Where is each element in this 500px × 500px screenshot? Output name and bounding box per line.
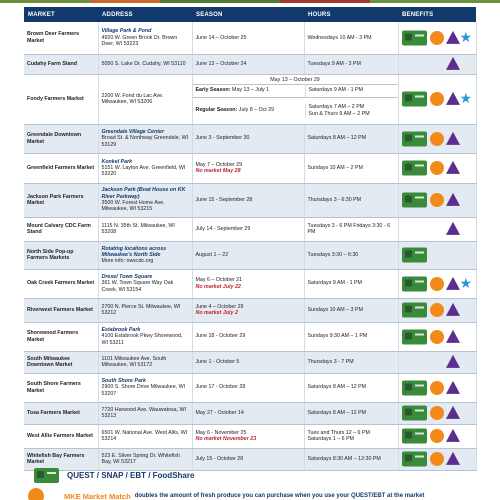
market-season: June 17 - October 28 <box>192 373 304 402</box>
market-address: 1115 N. 35th St. Milwaukee, WI 53208 <box>98 217 192 241</box>
market-address <box>98 322 192 351</box>
market-match-icon <box>430 132 444 146</box>
market-address <box>98 22 192 54</box>
market-name: Oak Creek Farmers Market <box>24 269 98 298</box>
table-row <box>24 74 476 124</box>
market-hours: Thursdays 3 - 7 PM <box>304 351 398 373</box>
benefits-cell <box>398 424 476 448</box>
market-season: July 15 - October 28 <box>192 448 304 470</box>
market-hours: Sundays 10 AM – 3 PM <box>304 298 398 322</box>
market-season: May 27 - October 14 <box>192 402 304 424</box>
table-row <box>24 424 476 448</box>
quest-card-icon <box>402 429 427 444</box>
address-location: Konkel Park <box>101 158 133 165</box>
market-hours: Tuesdays 9 AM - 3 PM <box>304 54 398 74</box>
table-row <box>24 54 476 74</box>
purple-triangle-icon <box>446 303 460 316</box>
season-note: No market May 28 <box>195 168 241 174</box>
season-note: No market July 22 <box>195 283 241 290</box>
address-street: 3500 W. Forest Home Ave. Milwaukee, WI 53215 <box>101 200 165 213</box>
purple-triangle-icon <box>446 452 460 465</box>
purple-triangle-icon <box>446 92 460 105</box>
quest-card-icon <box>402 92 427 107</box>
market-match-icon <box>430 161 444 175</box>
address-street: 361 W. Town Square Way Oak Creek, WI 53154 <box>101 280 174 293</box>
early-season-dates: May 13 – July 1 <box>232 87 270 94</box>
legend-quest-label: QUEST / SNAP / EBT / FoodShare <box>67 470 195 480</box>
table-row <box>24 153 476 183</box>
legend-market-match <box>24 488 476 500</box>
market-match-icon <box>430 193 444 207</box>
market-match-icon <box>430 277 444 291</box>
market-match-icon <box>28 488 44 500</box>
season-note: No market November 23 <box>195 436 257 442</box>
market-hours: Saturdays 8:30 AM – 12:30 PM <box>304 448 398 470</box>
table-row <box>24 217 476 241</box>
address-street: 4920 W. Green Brook Dr. Brown Deer, WI 53223 <box>101 34 178 47</box>
market-season: May 13 – October 29 <box>193 75 398 85</box>
col-header-season: SEASON <box>192 7 304 22</box>
market-address: 5050 S. Lake Dr. Cudahy, WI 53110 <box>98 54 192 74</box>
col-header-benefits: BENEFITS <box>398 7 476 22</box>
top-photo-strip <box>0 0 500 3</box>
market-hours: Saturdays 8 AM – 12 PM <box>304 124 398 153</box>
season-note: No market July 2 <box>195 310 238 316</box>
market-name: South Milwaukee Downtown Market <box>24 351 98 373</box>
market-season: July 14 - September 29 <box>192 217 304 241</box>
quest-card-icon <box>34 468 59 483</box>
regular-hours-1: Saturdays 7 AM – 2 PM <box>308 104 365 111</box>
benefits-cell <box>398 373 476 402</box>
col-header-hours: HOURS <box>304 7 398 22</box>
season-dates: May 6 - November 25 <box>195 429 247 436</box>
quest-card-icon <box>402 30 427 45</box>
market-hours: Saturdays 9 AM - 1 PM <box>304 269 398 298</box>
purple-triangle-icon <box>446 429 460 442</box>
benefits-cell <box>398 298 476 322</box>
benefits-cell <box>398 351 476 373</box>
table-row <box>24 402 476 424</box>
blue-star-icon: ★ <box>459 91 473 107</box>
market-address: 6501 W. National Ave. West Allis, WI 53214 <box>98 424 192 448</box>
regular-hours-2: Sun & Thurs 9 AM – 2 PM <box>308 110 370 117</box>
market-hours: Sundays 10 AM – 2 PM <box>304 153 398 183</box>
market-match-icon <box>430 452 444 466</box>
market-match-icon <box>430 92 444 106</box>
purple-triangle-icon <box>446 276 460 289</box>
market-address: 7720 Harwood Ave. Wauwatosa, WI 53213 <box>98 402 192 424</box>
market-match-icon <box>430 381 444 395</box>
fondy-season-hours <box>192 74 398 124</box>
quest-card-icon <box>402 406 427 421</box>
address-location: South Shore Park <box>101 378 146 385</box>
purple-triangle-icon <box>446 31 460 44</box>
address-location: Jackson Park (Boat House on KK River Parkway) <box>101 187 186 200</box>
quest-card-icon <box>402 329 427 344</box>
market-hours: Saturdays 8 AM – 12 PM <box>304 402 398 424</box>
market-season: June 13 – October 24 <box>192 54 304 74</box>
market-match-icon <box>430 429 444 443</box>
address-location: Village Park & Pond <box>101 28 152 35</box>
benefits-cell <box>398 54 476 74</box>
market-season <box>192 298 304 322</box>
market-name: Cudahy Farm Stand <box>24 54 98 74</box>
market-name: West Allis Farmers Market <box>24 424 98 448</box>
table-row <box>24 22 476 54</box>
address-location: Greendale Village Center <box>101 129 165 136</box>
market-hours: Tues and Thurs 12 – 6 PM Saturdays 1 – 6 PM <box>304 424 398 448</box>
quest-card-icon <box>402 193 427 208</box>
market-address <box>98 269 192 298</box>
table-row <box>24 241 476 269</box>
market-name: Jackson Park Farmers Market <box>24 183 98 217</box>
market-match-icon <box>430 31 444 45</box>
market-name: Mount Calvary CDC Farm Stand <box>24 217 98 241</box>
quest-card-icon <box>402 248 427 263</box>
market-season <box>192 424 304 448</box>
market-address: 523 E. Silver Spring Dr. Whitefish Bay, WI 53217 <box>98 448 192 470</box>
purple-triangle-icon <box>446 193 460 206</box>
purple-triangle-icon <box>446 355 460 368</box>
market-hours: Tuesdays 3:30 – 6:30 <box>304 241 398 269</box>
address-street: 4100 Estabrook Pkwy Shorewood, WI 53211 <box>101 333 183 346</box>
market-season: June 14 – October 25 <box>192 22 304 54</box>
quest-card-icon <box>402 303 427 318</box>
market-address: 1101 Milwaukee Ave. South Milwaukee, WI 53172 <box>98 351 192 373</box>
address-location: Rotating locations across Milwaukee's North Side <box>101 245 167 258</box>
table-row <box>24 322 476 351</box>
market-address: 2200 W. Fond du Lac Ave. Milwaukee, WI 53206 <box>98 74 192 124</box>
market-season <box>192 153 304 183</box>
season-dates: May 6 – October 21 <box>195 277 243 284</box>
benefits-cell <box>398 22 476 54</box>
purple-triangle-icon <box>446 380 460 393</box>
legend-match-title: MKE Market Match <box>64 491 131 500</box>
market-season: June 18 - October 29 <box>192 322 304 351</box>
market-hours: Saturdays 8 AM – 12 PM <box>304 373 398 402</box>
purple-triangle-icon <box>446 329 460 342</box>
purple-triangle-icon <box>446 57 460 70</box>
table-row <box>24 298 476 322</box>
benefits-cell <box>398 153 476 183</box>
market-season <box>192 269 304 298</box>
market-name: Greendale Downtown Market <box>24 124 98 153</box>
market-season: June 15 - September 28 <box>192 183 304 217</box>
benefits-cell <box>398 322 476 351</box>
market-address: 2700 N. Pierce St. Milwaukee, WI 53212 <box>98 298 192 322</box>
early-season-hours: Saturdays 9 AM - 1 PM <box>305 84 366 97</box>
market-season: August 1 – 22 <box>192 241 304 269</box>
address-street: Broad St. & Northway Greendale, WI 53129 <box>101 135 189 148</box>
market-address <box>98 373 192 402</box>
market-name: Riverwest Farmers Market <box>24 298 98 322</box>
market-name: Whitefish Bay Farmers Market <box>24 448 98 470</box>
benefits-cell <box>398 124 476 153</box>
table-row <box>24 351 476 373</box>
benefits-cell <box>398 74 476 124</box>
table-row <box>24 269 476 298</box>
address-street: 5151 W. Layton Ave. Greenfield, WI 53220 <box>101 164 186 178</box>
table-header-row <box>24 7 476 22</box>
market-match-icon <box>430 330 444 344</box>
benefits-cell <box>398 269 476 298</box>
col-header-market: MARKET <box>24 7 98 22</box>
address-street: 2900 S. Shore Drive Milwaukee, WI 53207 <box>101 384 186 397</box>
market-name: Tosa Farmers Market <box>24 402 98 424</box>
purple-triangle-icon <box>446 406 460 419</box>
season-dates: May 7 – October 29 <box>195 161 243 168</box>
farmers-market-table <box>24 7 477 471</box>
purple-triangle-icon <box>446 131 460 144</box>
market-name: Brown Deer Farmers Market <box>24 22 98 54</box>
benefits-cell <box>398 402 476 424</box>
market-match-icon <box>430 406 444 420</box>
purple-triangle-icon <box>446 222 460 235</box>
regular-season-dates: July 8 – Oct 29 <box>238 107 275 114</box>
market-name: Fondy Farmers Market <box>24 74 98 124</box>
season-dates: June 4 – October 29 <box>195 303 244 310</box>
quest-card-icon <box>402 276 427 291</box>
blue-star-icon: ★ <box>459 275 473 292</box>
market-hours: Wednesdays 10 AM - 3 PM <box>304 22 398 54</box>
quest-card-icon <box>402 131 427 146</box>
market-name: Shorewood Farmers Market <box>24 322 98 351</box>
table-row <box>24 124 476 153</box>
early-season-label: Early Season: <box>195 87 231 94</box>
market-hours: Tuesdays 3 - 6 PM Fridays 3:30 - 6 PM <box>304 217 398 241</box>
legend-quest <box>24 466 476 484</box>
market-address <box>98 241 192 269</box>
legend-match-text: doubles the amount of fresh produce you can purchase when you use your QUEST/EBT at the market <box>134 493 425 499</box>
market-name: South Shore Farmers Market <box>24 373 98 402</box>
address-more-info: More info: nwscdc.org <box>101 258 154 265</box>
table-row <box>24 373 476 402</box>
address-location: Drexel Town Square <box>101 274 153 281</box>
market-season: June 1 - October 5 <box>192 351 304 373</box>
market-hours: Thursdays 3 - 6:30 PM <box>304 183 398 217</box>
regular-season-label: Regular Season: <box>195 107 238 114</box>
benefits-cell <box>398 241 476 269</box>
quest-card-icon <box>402 161 427 176</box>
table-row <box>24 183 476 217</box>
market-address <box>98 124 192 153</box>
market-name: Greenfield Farmers Market <box>24 153 98 183</box>
quest-card-icon <box>402 452 427 467</box>
quest-card-icon <box>402 380 427 395</box>
col-header-address: ADDRESS <box>98 7 192 22</box>
address-location: Estabrook Park <box>101 327 141 334</box>
market-name: North Side Pop-up Farmers Markets <box>24 241 98 269</box>
market-address <box>98 183 192 217</box>
purple-triangle-icon <box>446 161 460 174</box>
blue-star-icon: ★ <box>459 29 473 46</box>
market-season: June 3 - September 30 <box>192 124 304 153</box>
market-match-icon <box>430 303 444 317</box>
market-hours: Sundays 9:30 AM – 1 PM <box>304 322 398 351</box>
benefits-cell <box>398 183 476 217</box>
market-address <box>98 153 192 183</box>
benefits-cell <box>398 217 476 241</box>
